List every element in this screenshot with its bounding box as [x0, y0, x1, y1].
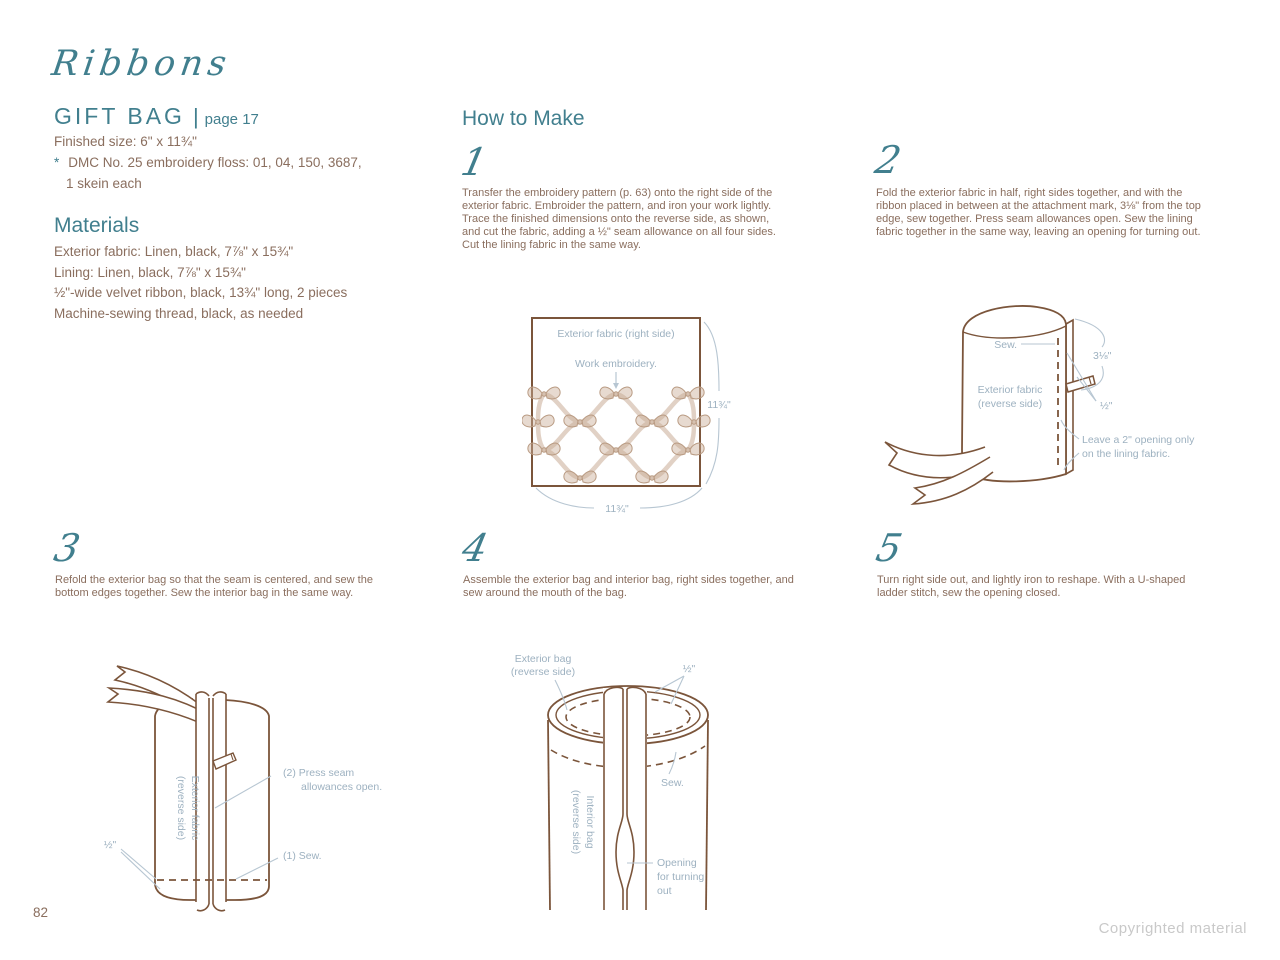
material-item: ½"-wide velvet ribbon, black, 13¾" long, 2 pieces: [54, 285, 348, 300]
sew-label: Sew.: [994, 339, 1017, 351]
how-to-make-heading: How to Make: [462, 107, 585, 130]
diagram-side-seam: [865, 292, 1220, 527]
diagram-bottom-seam: [75, 658, 410, 913]
diagram-embroidery-layout: [522, 296, 782, 531]
step-1: [457, 140, 784, 252]
fabric-label-line2: (reverse side): [977, 398, 1043, 410]
fabric-label-line2: (reverse side): [175, 775, 187, 841]
asterisk-marker: *: [54, 155, 60, 170]
floss-note-line1: DMC No. 25 embroidery floss: 01, 04, 150, 3687,: [68, 155, 362, 170]
copyright-notice: Copyrighted material: [1098, 920, 1247, 937]
step-5-number: 5: [872, 526, 906, 570]
seam-strip-fill: [603, 688, 647, 910]
materials-list: [54, 242, 347, 324]
step-2: [871, 138, 1201, 239]
opening-label-line1: Opening: [657, 857, 697, 869]
step-4-text: Assemble the exterior bag and interior bag, right sides together, and sew around the mouth of the bag.: [463, 574, 794, 599]
project-title: GIFT BAG: [54, 103, 185, 129]
fabric-label-line1: Exterior fabric: [977, 384, 1043, 396]
seam-allowance-label: ½": [103, 839, 117, 851]
floss-note: [54, 152, 362, 194]
sew-leader-line: [669, 752, 676, 774]
step-3-number: 3: [50, 526, 84, 570]
finished-size: Finished size: 6" x 11¾": [54, 134, 197, 149]
chapter-title: Ribbons: [49, 44, 234, 84]
work-embroidery-label: Work embroidery.: [575, 358, 657, 370]
step-3-text: Refold the exterior bag so that the seam is centered, and sew the bottom edges together. Sew the interior bag in the same way.: [55, 574, 373, 599]
material-item: Exterior fabric: Linen, black, 7⅞" x 15¾": [54, 244, 294, 259]
seam-allowance-label: ½": [682, 663, 696, 675]
floss-note-line2: 1 skein each: [66, 176, 142, 191]
title-divider: |: [192, 104, 199, 129]
back-fold-edge: [1066, 320, 1073, 474]
step-4-number: 4: [458, 526, 492, 570]
opening-label-line2: for turning: [657, 871, 705, 883]
material-item: Machine-sewing thread, black, as needed: [54, 305, 304, 321]
opening-note-line1: Leave a 2" opening only: [1082, 434, 1195, 446]
step-2-text: Fold the exterior fabric in half, right sides together, and with the ribbon placed in between at the attachment mark, 3⅛" from the top edge, sew together. Press seam allowances open. Sew the lining fabric together in the same way, leaving an opening for turning out.: [876, 187, 1201, 238]
width-dimension-label: 11¾": [605, 503, 629, 515]
exterior-bag-label-line2: (reverse side): [510, 666, 576, 678]
interior-bag-label-line1: Interior bag: [584, 795, 596, 849]
fabric-label-line1: Exterior fabric: [189, 775, 201, 841]
page-number: 82: [33, 905, 49, 920]
step-1-number: 1: [457, 140, 491, 184]
seam-allowance-label: ½": [1100, 400, 1113, 412]
exterior-bag-label-line1: Exterior bag: [514, 653, 572, 665]
height-dimension-label: 11¾": [707, 399, 731, 411]
page-reference: page 17: [204, 111, 259, 128]
diagram-assembled-bags: [495, 642, 730, 912]
interior-bag-label-line2: (reverse side): [570, 789, 582, 855]
step-1-text: Transfer the embroidery pattern (p. 63) onto the right side of the exterior fabric. Embroider the pattern, and iron your work lightly. Trace the finished dimensions onto the reverse side, as shown, and cut the fabric, adding a ½" seam allowance on all four sides. Cut the lining fabric in the same way.: [462, 187, 776, 251]
press-label-line1: (2) Press seam: [283, 767, 355, 779]
materials-heading: Materials: [54, 214, 140, 237]
press-label-line2: allowances open.: [301, 781, 383, 793]
opening-note-line2: on the lining fabric.: [1082, 448, 1171, 460]
step-3: [50, 526, 390, 600]
step-5-text: Turn right side out, and lightly iron to reshape. With a U-shaped ladder stitch, sew the opening closed.: [877, 574, 1186, 599]
step-5: [872, 526, 1212, 600]
opening-label-line3: out: [657, 885, 672, 897]
sew-label: (1) Sew.: [283, 850, 322, 862]
ribbon-offset-label: 3⅛": [1093, 350, 1112, 362]
project-header: [54, 103, 259, 130]
sew-label: Sew.: [661, 777, 684, 789]
step-4: [458, 526, 798, 600]
step-2-number: 2: [871, 138, 905, 182]
fabric-side-label: Exterior fabric (right side): [557, 328, 675, 340]
material-item: Lining: Linen, black, 7⅞" x 15¾": [54, 264, 246, 280]
